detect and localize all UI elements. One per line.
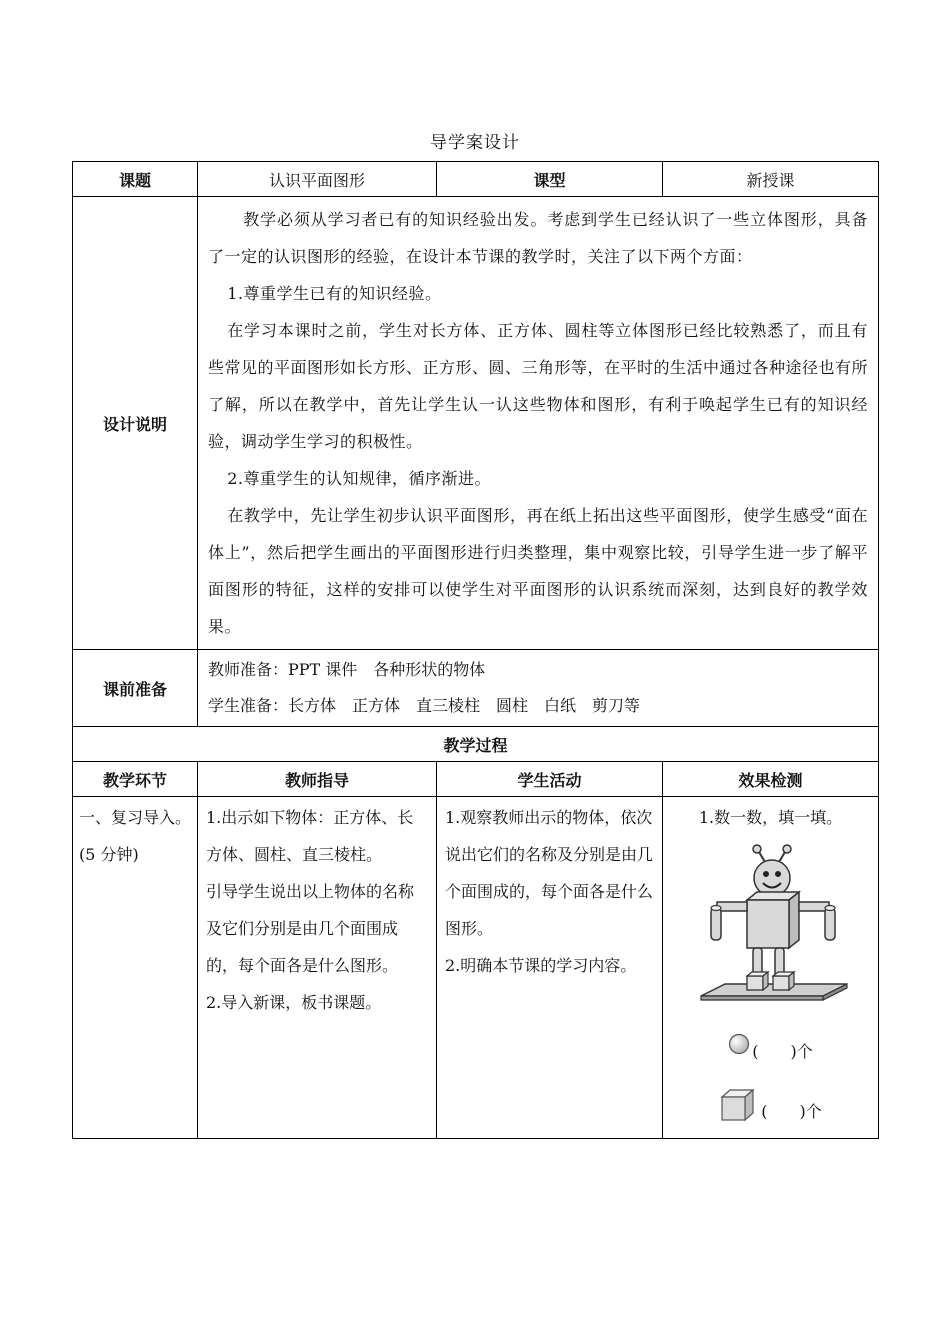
stage-cell: 一、复习导入。(5 分钟) bbox=[73, 797, 198, 1139]
teacher-guide-cell bbox=[198, 797, 437, 1139]
process-title: 教学过程 bbox=[73, 727, 879, 762]
student-step-2: 2.明确本节课的学习内容。 bbox=[445, 956, 637, 975]
design-label: 设计说明 bbox=[73, 197, 198, 650]
prep-label: 课前准备 bbox=[73, 650, 198, 727]
design-point-2: 2.尊重学生的认知规律，循序渐进。 bbox=[227, 469, 491, 488]
col-header-student: 学生活动 bbox=[437, 762, 663, 797]
count-sphere-line bbox=[667, 1026, 874, 1076]
prep-content bbox=[198, 650, 879, 727]
topic-label: 课题 bbox=[73, 162, 198, 197]
sphere-count-blank[interactable]: ( )个 bbox=[752, 1041, 813, 1061]
student-step-1: 1.观察教师出示的物体，依次说出它们的名称及分别是由几个面围成的，每个面各是什么图形。 bbox=[445, 808, 654, 938]
page-title: 导学案设计 bbox=[430, 133, 520, 153]
design-para-3: 在教学中，先让学生初步认识平面图形，再在纸上拓出这些平面图形，使学生感受“面在体上”，然后把学生画出的平面图形进行归类整理，集中观察比较，引导学生进一步了解平面图形的特征，这样的安排可以使学生对平面图形的认识系统而深刻，达到良好的教学效果。 bbox=[208, 506, 868, 636]
teacher-prep: 教师准备：PPT 课件 各种形状的物体 bbox=[208, 660, 486, 679]
process-column-headers bbox=[73, 762, 879, 797]
teacher-step-3: 2.导入新课，板书课题。 bbox=[206, 993, 382, 1012]
design-para-1: 教学必须从学习者已有的知识经验出发。考虑到学生已经认识了一些立体图形，具备了一定的认识图形的经验，在设计本节课的教学时，关注了以下两个方面： bbox=[208, 210, 868, 266]
col-header-check: 效果检测 bbox=[663, 762, 879, 797]
student-activity-cell bbox=[437, 797, 663, 1139]
cube-count-blank[interactable]: ( )个 bbox=[761, 1101, 822, 1121]
type-value: 新授课 bbox=[663, 162, 879, 197]
col-header-teacher: 教师指导 bbox=[198, 762, 437, 797]
cube-icon bbox=[719, 1087, 757, 1123]
topic-value: 认识平面图形 bbox=[198, 162, 437, 197]
teacher-step-1: 1.出示如下物体：正方体、长方体、圆柱、直三棱柱。 bbox=[206, 808, 414, 864]
col-header-stage: 教学环节 bbox=[73, 762, 198, 797]
student-prep: 学生准备：长方体 正方体 直三棱柱 圆柱 白纸 剪刀等 bbox=[208, 696, 641, 715]
teacher-step-2: 引导学生说出以上物体的名称及它们分别是由几个面围成的，每个面各是什么图形。 bbox=[206, 882, 415, 975]
design-content bbox=[198, 197, 879, 650]
sphere-icon bbox=[728, 1033, 750, 1055]
design-point-1: 1.尊重学生已有的知识经验。 bbox=[227, 284, 442, 303]
type-label: 课型 bbox=[437, 162, 663, 197]
process-title-row bbox=[73, 727, 879, 762]
count-cube-line bbox=[667, 1086, 874, 1136]
design-para-2: 在学习本课时之前，学生对长方体、正方体、圆柱等立体图形已经比较熟悉了，而且有些常见的平面图形如长方形、正方形、圆、三角形等，在平时的生活中通过各种途径也有所了解，所以在教学中，首先让学生认一认这些物体和图形，有利于唤起学生已有的知识经验，调动学生学习的积极性。 bbox=[208, 321, 869, 451]
header-row bbox=[73, 162, 879, 197]
process-row bbox=[73, 797, 879, 1139]
robot-illustration bbox=[691, 838, 851, 1008]
prep-row bbox=[73, 650, 879, 727]
check-cell bbox=[663, 797, 879, 1139]
lesson-plan-table bbox=[72, 161, 879, 1139]
design-row bbox=[73, 197, 879, 650]
check-task: 1.数一数，填一填。 bbox=[698, 808, 843, 827]
